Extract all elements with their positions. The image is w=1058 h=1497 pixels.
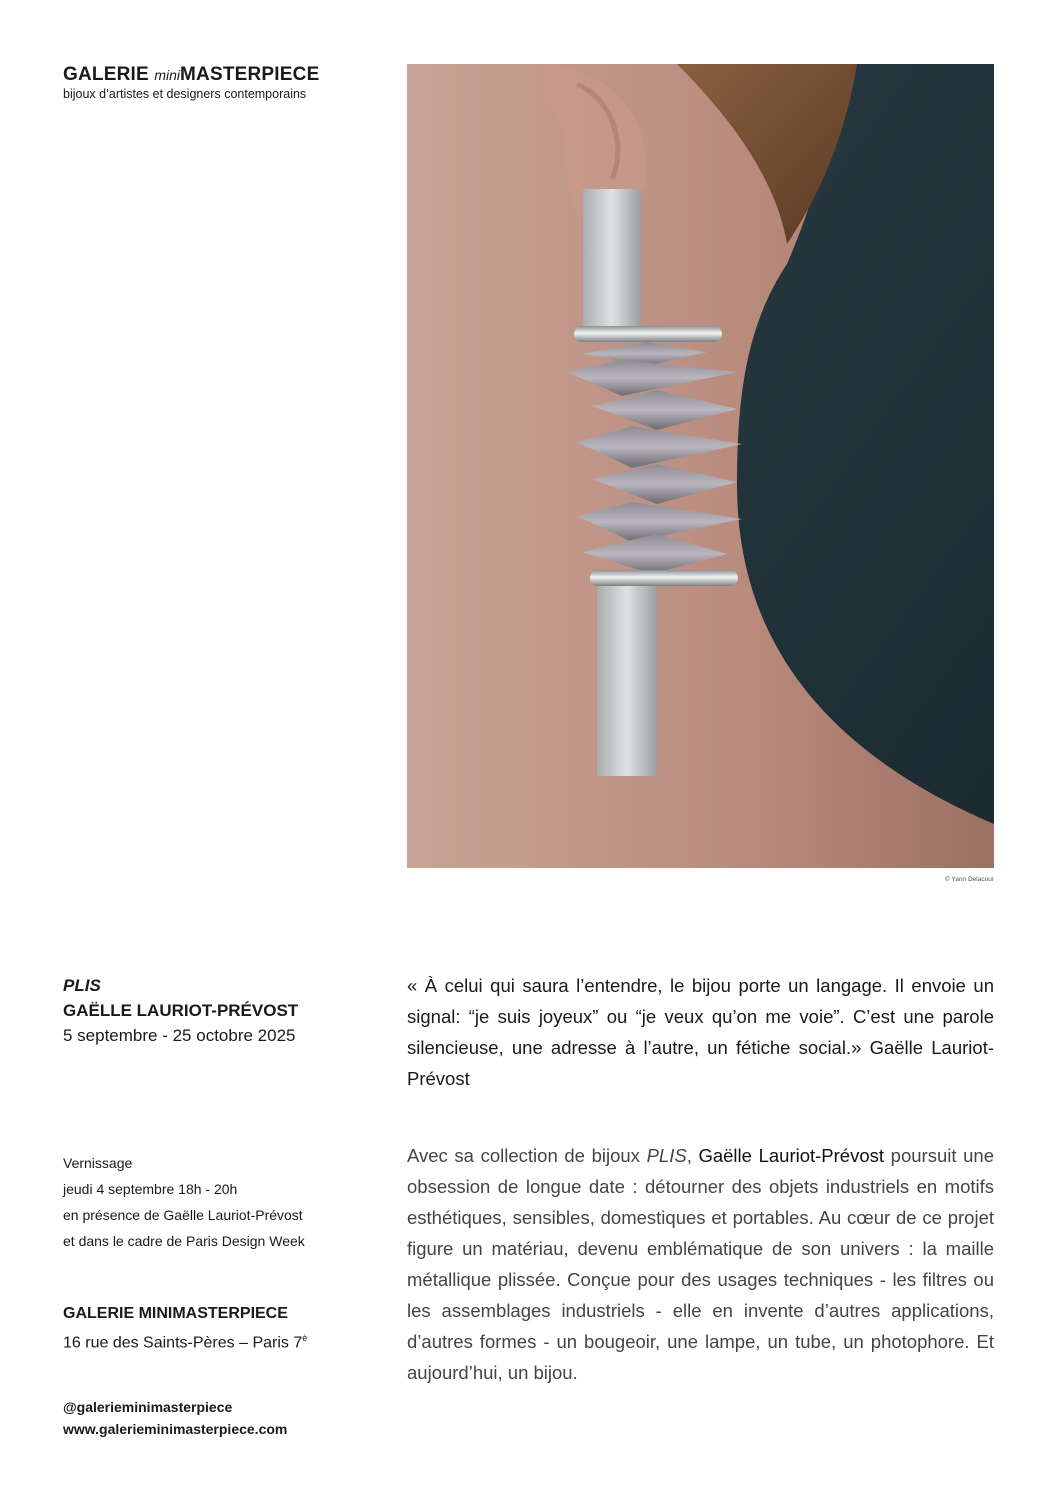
contact-links (63, 1396, 383, 1440)
exhibition-title: PLIS (63, 976, 101, 995)
gallery-name: GALERIE MINIMASTERPIECE (63, 1305, 288, 1322)
artist-name: GAËLLE LAURIOT-PRÉVOST (63, 1001, 299, 1020)
collection-name: PLIS (646, 1145, 687, 1166)
earring-photo (407, 64, 994, 868)
gallery-logo (63, 64, 383, 102)
artist-quote: « À celui qui saura l’entendre, le bijou porte un langage. Il envoie un signal: “je suis joyeux” ou “je veux qu’on me voie”. C’est une parole silencieuse, une adresse à l’autre, un fétiche social.» Gaëlle Lauriot-Prévost (407, 975, 994, 1089)
exhibition-dates: 5 septembre - 25 octobre 2025 (63, 1026, 296, 1045)
exhibition-heading (63, 974, 383, 1048)
vernissage-label: Vernissage (63, 1155, 133, 1171)
vernissage-info (63, 1150, 383, 1254)
vernissage-presence: en présence de Gaëlle Lauriot-Prévost (63, 1207, 303, 1223)
vernissage-context: et dans le cadre de Paris Design Week (63, 1233, 305, 1249)
gallery-address-block (63, 1302, 383, 1355)
artist-name-inline: Gaëlle Lauriot-Prévost (698, 1145, 885, 1166)
website-link[interactable]: www.galerieminimasterpiece.com (63, 1421, 288, 1437)
gallery-address: 16 rue des Saints-Pères – Paris $7^è$ (63, 1333, 308, 1352)
vernissage-date: jeudi 4 septembre 18h - 20h (63, 1181, 238, 1197)
photo-credit: © Yann Delacour (945, 876, 994, 883)
logo-tagline: bijoux d’artistes et designers contemporains (63, 87, 307, 101)
logo-wordmark: GALERIE miniMASTERPIECE (63, 64, 320, 85)
description-paragraph: Avec sa collection de bijoux PLIS, Gaëlle Lauriot-Prévost poursuit une obsession de longue date : détourner des objets industriels en motifs esthétiques, sensibles, domestiques et portables. Au cœur de ce projet figure un matériau, devenu emblématique de son univers : la maille métallique plissée. Conçue pour des usages techniques - les filtres ou les assemblages industriels - elle en invente d’autres applications, d’autres formes - un bougeoir, une lampe, un tube, un photophore. Et aujourd’hui, un bijou. (407, 1145, 994, 1383)
instagram-link[interactable]: @galerieminimasterpiece (63, 1399, 233, 1415)
